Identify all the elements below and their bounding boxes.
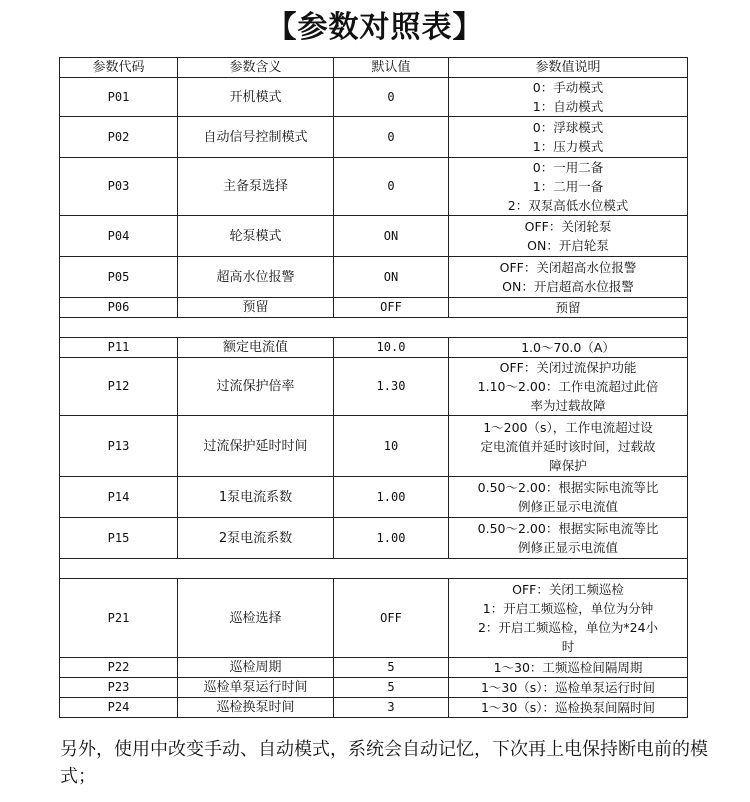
header-code: 参数代码 [60,58,178,78]
param-default: OFF [334,579,449,658]
header-default: 默认值 [334,58,449,78]
param-description [449,416,688,477]
table-body [60,78,688,718]
param-code: P04 [60,216,178,257]
description-line: 时 [561,639,575,654]
param-description [449,358,688,416]
description-line: 2：双泵高低水位模式 [507,198,629,213]
description-line: 1.10～2.00：工作电流超过此倍 [477,379,659,394]
param-meaning: 过流保护延时时间 [178,416,334,477]
description-line: 1～30（s）：巡检换泵间隔时间 [480,700,656,715]
description-line: 1～30（s）：巡检单泵运行时间 [480,680,656,695]
param-default: 0 [334,117,449,158]
description-line: 0.50～2.00：根据实际电流等比 [477,480,659,495]
description-line: 1：开启工频巡检，单位为分钟 [482,601,654,616]
param-code: P11 [60,338,178,358]
param-meaning: 巡检选择 [178,579,334,658]
separator-row [60,559,688,579]
table-row [60,579,688,658]
description-line: 1～200（s），工作电流超过设 [483,419,653,435]
param-description [449,216,688,257]
param-description [449,477,688,518]
page-title: 【参数对照表】 [266,10,484,45]
table-row [60,358,688,416]
header-meaning: 参数含义 [178,58,334,78]
description-line: OFF：关闭轮泵 [524,219,612,234]
param-code: P24 [60,698,178,718]
param-meaning: 轮泵模式 [178,216,334,257]
param-description [449,658,688,678]
description-line: 1～30：工频巡检间隔周期 [493,660,643,675]
table-row [60,698,688,718]
param-code: P12 [60,358,178,416]
param-default: 3 [334,698,449,718]
description-line: 0：浮球模式 [532,120,604,135]
table-row [60,257,688,298]
param-meaning: 巡检单泵运行时间 [178,678,334,698]
param-meaning: 预留 [178,298,334,318]
param-description [449,338,688,358]
param-default: 1.30 [334,358,449,416]
param-description [449,698,688,718]
table-row [60,518,688,559]
param-code: P01 [60,78,178,117]
param-code: P23 [60,678,178,698]
param-default: OFF [334,298,449,318]
footnote: 另外，使用中改变手动、自动模式，系统会自动记忆，下次再上电保持断电前的模式； [60,739,708,787]
table-header [60,58,688,78]
table-row [60,416,688,477]
table-row [60,117,688,158]
description-line: 1：自动模式 [532,99,604,114]
param-description [449,298,688,318]
param-default: ON [334,216,449,257]
param-meaning: 超高水位报警 [178,257,334,298]
param-description [449,158,688,216]
param-code: P22 [60,658,178,678]
description-line: 0：一用二备 [532,160,604,175]
param-description [449,518,688,559]
param-default: ON [334,257,449,298]
param-default: 5 [334,658,449,678]
description-line: OFF：关闭超高水位报警 [499,260,637,275]
param-meaning: 2泵电流系数 [178,518,334,559]
param-meaning: 自动信号控制模式 [178,117,334,158]
description-line: 1：二用一备 [532,179,604,194]
param-meaning: 过流保护倍率 [178,358,334,416]
description-line: OFF：关闭过流保护功能 [499,360,637,375]
table-row [60,338,688,358]
separator-row [60,318,688,338]
separator-cell [60,318,688,338]
table-row [60,678,688,698]
param-default: 0 [334,78,449,117]
description-line: 率为过载故障 [530,398,606,413]
param-code: P13 [60,416,178,477]
param-code: P02 [60,117,178,158]
param-code: P06 [60,298,178,318]
description-line: 0：手动模式 [532,80,604,95]
separator-cell [60,559,688,579]
param-meaning: 开机模式 [178,78,334,117]
table-row [60,78,688,117]
param-meaning: 额定电流值 [178,338,334,358]
description-line: 定电流值并延时该时间，过载故 [480,438,656,454]
param-code: P15 [60,518,178,559]
description-line: 例修正显示电流值 [517,540,618,555]
description-line: ON：开启超高水位报警 [502,279,634,294]
description-line: 0.50～2.00：根据实际电流等比 [477,521,659,536]
table-row [60,158,688,216]
param-default: 1.00 [334,518,449,559]
param-code: P05 [60,257,178,298]
description-line: 例修正显示电流值 [517,499,618,514]
param-meaning: 巡检周期 [178,658,334,678]
table-row [60,658,688,678]
param-description [449,257,688,298]
param-description [449,579,688,658]
description-line: 2：开启工频巡检，单位为*24小 [477,620,659,635]
param-default: 10 [334,416,449,477]
table-row [60,216,688,257]
param-code: P03 [60,158,178,216]
description-line: OFF：关闭工频巡检 [512,582,624,597]
param-code: P21 [60,579,178,658]
parameter-table [59,57,688,718]
param-code: P14 [60,477,178,518]
param-default: 0 [334,158,449,216]
param-meaning: 主备泵选择 [178,158,334,216]
param-description [449,117,688,158]
param-default: 5 [334,678,449,698]
description-line: 障保护 [549,457,587,473]
description-line: 1：压力模式 [532,139,604,154]
description-line: ON：开启轮泵 [527,238,609,253]
param-default: 1.00 [334,477,449,518]
header-row [60,58,688,78]
param-description [449,678,688,698]
table-row [60,477,688,518]
description-line: 预留 [555,300,581,315]
table-row [60,298,688,318]
param-meaning: 1泵电流系数 [178,477,334,518]
param-default: 10.0 [334,338,449,358]
param-description [449,78,688,117]
param-meaning: 巡检换泵时间 [178,698,334,718]
description-line: 1.0～70.0（A） [521,340,615,355]
header-description: 参数值说明 [449,58,688,78]
